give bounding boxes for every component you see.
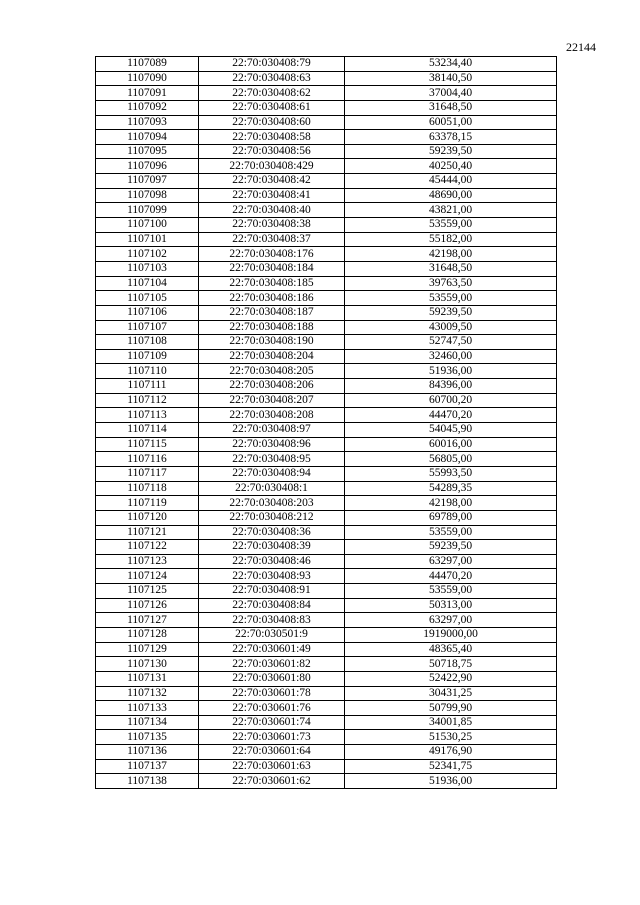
table-row: [96, 569, 557, 584]
cadastral-value-cell: 55993,50: [345, 466, 557, 481]
row-number-cell: 1107104: [96, 276, 199, 291]
cadastral-value-cell: 31648,50: [345, 261, 557, 276]
table-row: [96, 540, 557, 555]
cadastral-number-cell: 22:70:030408:95: [199, 452, 345, 467]
table-row: [96, 701, 557, 716]
cadastral-value-table: [95, 56, 557, 789]
row-number-cell: 1107133: [96, 701, 199, 716]
row-number-cell: 1107101: [96, 232, 199, 247]
cadastral-value-cell: 52422,90: [345, 671, 557, 686]
cadastral-number-cell: 22:70:030408:41: [199, 188, 345, 203]
table-row: [96, 218, 557, 233]
row-number-cell: 1107106: [96, 305, 199, 320]
cadastral-number-cell: 22:70:030408:429: [199, 159, 345, 174]
table-row: [96, 671, 557, 686]
row-number-cell: 1107095: [96, 144, 199, 159]
cadastral-number-cell: 22:70:030601:74: [199, 715, 345, 730]
table-row: [96, 379, 557, 394]
table-row: [96, 349, 557, 364]
cadastral-number-cell: 22:70:030408:46: [199, 554, 345, 569]
cadastral-number-cell: 22:70:030408:184: [199, 261, 345, 276]
table-row: [96, 715, 557, 730]
cadastral-value-cell: 44470,20: [345, 569, 557, 584]
table-row: [96, 554, 557, 569]
row-number-cell: 1107130: [96, 657, 199, 672]
row-number-cell: 1107090: [96, 71, 199, 86]
row-number-cell: 1107103: [96, 261, 199, 276]
table-row: [96, 466, 557, 481]
table-row: [96, 598, 557, 613]
row-number-cell: 1107129: [96, 642, 199, 657]
cadastral-value-cell: 32460,00: [345, 349, 557, 364]
cadastral-value-cell: 48365,40: [345, 642, 557, 657]
cadastral-number-cell: 22:70:030601:49: [199, 642, 345, 657]
table-row: [96, 276, 557, 291]
row-number-cell: 1107136: [96, 745, 199, 760]
page-number: 22144: [566, 40, 596, 54]
row-number-cell: 1107111: [96, 379, 199, 394]
cadastral-value-cell: 53234,40: [345, 57, 557, 72]
cadastral-value-cell: 54289,35: [345, 481, 557, 496]
table-row: [96, 291, 557, 306]
cadastral-number-cell: 22:70:030601:76: [199, 701, 345, 716]
cadastral-value-cell: 60700,20: [345, 393, 557, 408]
row-number-cell: 1107120: [96, 510, 199, 525]
row-number-cell: 1107107: [96, 320, 199, 335]
table-row: [96, 320, 557, 335]
table-row: [96, 174, 557, 189]
cadastral-value-cell: 63378,15: [345, 130, 557, 145]
row-number-cell: 1107124: [96, 569, 199, 584]
cadastral-number-cell: 22:70:030408:187: [199, 305, 345, 320]
row-number-cell: 1107114: [96, 423, 199, 438]
row-number-cell: 1107128: [96, 627, 199, 642]
cadastral-value-cell: 1919000,00: [345, 627, 557, 642]
row-number-cell: 1107126: [96, 598, 199, 613]
table-row: [96, 774, 557, 789]
cadastral-value-cell: 31648,50: [345, 100, 557, 115]
table-row: [96, 481, 557, 496]
cadastral-value-cell: 53559,00: [345, 291, 557, 306]
cadastral-value-cell: 53559,00: [345, 584, 557, 599]
cadastral-value-cell: 43009,50: [345, 320, 557, 335]
row-number-cell: 1107121: [96, 525, 199, 540]
row-number-cell: 1107115: [96, 437, 199, 452]
cadastral-value-cell: 39763,50: [345, 276, 557, 291]
table-row: [96, 115, 557, 130]
table-row: [96, 232, 557, 247]
cadastral-value-cell: 40250,40: [345, 159, 557, 174]
table-row: [96, 86, 557, 101]
cadastral-value-cell: 50799,90: [345, 701, 557, 716]
cadastral-number-cell: 22:70:030408:60: [199, 115, 345, 130]
cadastral-value-cell: 59239,50: [345, 144, 557, 159]
cadastral-number-cell: 22:70:030408:204: [199, 349, 345, 364]
cadastral-number-cell: 22:70:030601:62: [199, 774, 345, 789]
row-number-cell: 1107105: [96, 291, 199, 306]
cadastral-value-cell: 59239,50: [345, 540, 557, 555]
cadastral-number-cell: 22:70:030408:205: [199, 364, 345, 379]
row-number-cell: 1107096: [96, 159, 199, 174]
cadastral-value-cell: 50313,00: [345, 598, 557, 613]
cadastral-value-cell: 42198,00: [345, 247, 557, 262]
cadastral-number-cell: 22:70:030408:39: [199, 540, 345, 555]
table-row: [96, 759, 557, 774]
row-number-cell: 1107100: [96, 218, 199, 233]
cadastral-value-cell: 30431,25: [345, 686, 557, 701]
table-row: [96, 188, 557, 203]
cadastral-value-cell: 55182,00: [345, 232, 557, 247]
table-row: [96, 305, 557, 320]
cadastral-number-cell: 22:70:030601:73: [199, 730, 345, 745]
row-number-cell: 1107092: [96, 100, 199, 115]
cadastral-number-cell: 22:70:030408:212: [199, 510, 345, 525]
row-number-cell: 1107094: [96, 130, 199, 145]
table-row: [96, 525, 557, 540]
row-number-cell: 1107135: [96, 730, 199, 745]
table-row: [96, 247, 557, 262]
cadastral-value-cell: 53559,00: [345, 525, 557, 540]
row-number-cell: 1107123: [96, 554, 199, 569]
row-number-cell: 1107108: [96, 335, 199, 350]
table-row: [96, 203, 557, 218]
cadastral-number-cell: 22:70:030408:185: [199, 276, 345, 291]
row-number-cell: 1107138: [96, 774, 199, 789]
cadastral-value-cell: 51936,00: [345, 364, 557, 379]
table-row: [96, 745, 557, 760]
cadastral-value-cell: 38140,50: [345, 71, 557, 86]
cadastral-number-cell: 22:70:030408:208: [199, 408, 345, 423]
cadastral-value-cell: 48690,00: [345, 188, 557, 203]
cadastral-number-cell: 22:70:030408:63: [199, 71, 345, 86]
row-number-cell: 1107134: [96, 715, 199, 730]
cadastral-number-cell: 22:70:030601:64: [199, 745, 345, 760]
table-row: [96, 408, 557, 423]
table-row: [96, 100, 557, 115]
cadastral-value-cell: 34001,85: [345, 715, 557, 730]
table-row: [96, 496, 557, 511]
row-number-cell: 1107097: [96, 174, 199, 189]
row-number-cell: 1107102: [96, 247, 199, 262]
cadastral-number-cell: 22:70:030408:1: [199, 481, 345, 496]
row-number-cell: 1107099: [96, 203, 199, 218]
row-number-cell: 1107110: [96, 364, 199, 379]
cadastral-number-cell: 22:70:030408:206: [199, 379, 345, 394]
cadastral-number-cell: 22:70:030408:203: [199, 496, 345, 511]
table-row: [96, 510, 557, 525]
table-row: [96, 364, 557, 379]
cadastral-value-cell: 63297,00: [345, 613, 557, 628]
cadastral-number-cell: 22:70:030408:42: [199, 174, 345, 189]
row-number-cell: 1107127: [96, 613, 199, 628]
cadastral-number-cell: 22:70:030408:84: [199, 598, 345, 613]
cadastral-number-cell: 22:70:030408:190: [199, 335, 345, 350]
cadastral-number-cell: 22:70:030601:78: [199, 686, 345, 701]
table-row: [96, 730, 557, 745]
row-number-cell: 1107116: [96, 452, 199, 467]
cadastral-number-cell: 22:70:030408:38: [199, 218, 345, 233]
cadastral-number-cell: 22:70:030601:63: [199, 759, 345, 774]
row-number-cell: 1107109: [96, 349, 199, 364]
table-row: [96, 437, 557, 452]
row-number-cell: 1107122: [96, 540, 199, 555]
table-row: [96, 686, 557, 701]
cadastral-number-cell: 22:70:030601:80: [199, 671, 345, 686]
cadastral-value-cell: 59239,50: [345, 305, 557, 320]
cadastral-number-cell: 22:70:030408:61: [199, 100, 345, 115]
cadastral-value-cell: 60051,00: [345, 115, 557, 130]
cadastral-number-cell: 22:70:030408:97: [199, 423, 345, 438]
cadastral-value-cell: 84396,00: [345, 379, 557, 394]
cadastral-number-cell: 22:70:030408:93: [199, 569, 345, 584]
row-number-cell: 1107112: [96, 393, 199, 408]
cadastral-value-cell: 52747,50: [345, 335, 557, 350]
cadastral-number-cell: 22:70:030408:176: [199, 247, 345, 262]
table-row: [96, 642, 557, 657]
cadastral-number-cell: 22:70:030408:188: [199, 320, 345, 335]
table-row: [96, 144, 557, 159]
cadastral-number-cell: 22:70:030408:186: [199, 291, 345, 306]
table-row: [96, 130, 557, 145]
cadastral-number-cell: 22:70:030408:83: [199, 613, 345, 628]
table-row: [96, 393, 557, 408]
row-number-cell: 1107119: [96, 496, 199, 511]
cadastral-number-cell: 22:70:030408:62: [199, 86, 345, 101]
table-row: [96, 335, 557, 350]
row-number-cell: 1107093: [96, 115, 199, 130]
cadastral-value-cell: 44470,20: [345, 408, 557, 423]
cadastral-value-cell: 52341,75: [345, 759, 557, 774]
row-number-cell: 1107098: [96, 188, 199, 203]
cadastral-value-cell: 53559,00: [345, 218, 557, 233]
cadastral-value-cell: 51530,25: [345, 730, 557, 745]
cadastral-number-cell: 22:70:030408:37: [199, 232, 345, 247]
cadastral-number-cell: 22:70:030601:82: [199, 657, 345, 672]
row-number-cell: 1107089: [96, 57, 199, 72]
row-number-cell: 1107137: [96, 759, 199, 774]
cadastral-number-cell: 22:70:030501:9: [199, 627, 345, 642]
cadastral-value-cell: 50718,75: [345, 657, 557, 672]
cadastral-number-cell: 22:70:030408:58: [199, 130, 345, 145]
cadastral-number-cell: 22:70:030408:94: [199, 466, 345, 481]
row-number-cell: 1107117: [96, 466, 199, 481]
table-row: [96, 71, 557, 86]
cadastral-value-cell: 56805,00: [345, 452, 557, 467]
cadastral-value-cell: 54045,90: [345, 423, 557, 438]
table-row: [96, 613, 557, 628]
cadastral-value-cell: 43821,00: [345, 203, 557, 218]
cadastral-number-cell: 22:70:030408:36: [199, 525, 345, 540]
cadastral-value-cell: 60016,00: [345, 437, 557, 452]
row-number-cell: 1107113: [96, 408, 199, 423]
cadastral-value-cell: 51936,00: [345, 774, 557, 789]
table-row: [96, 159, 557, 174]
row-number-cell: 1107132: [96, 686, 199, 701]
table-row: [96, 627, 557, 642]
cadastral-number-cell: 22:70:030408:79: [199, 57, 345, 72]
cadastral-value-cell: 45444,00: [345, 174, 557, 189]
row-number-cell: 1107118: [96, 481, 199, 496]
row-number-cell: 1107125: [96, 584, 199, 599]
cadastral-number-cell: 22:70:030408:207: [199, 393, 345, 408]
cadastral-value-cell: 49176,90: [345, 745, 557, 760]
table-row: [96, 452, 557, 467]
table-row: [96, 584, 557, 599]
row-number-cell: 1107091: [96, 86, 199, 101]
table-row: [96, 423, 557, 438]
table-row: [96, 657, 557, 672]
cadastral-value-cell: 42198,00: [345, 496, 557, 511]
cadastral-number-cell: 22:70:030408:96: [199, 437, 345, 452]
cadastral-value-cell: 37004,40: [345, 86, 557, 101]
row-number-cell: 1107131: [96, 671, 199, 686]
table-row: [96, 57, 557, 72]
cadastral-number-cell: 22:70:030408:56: [199, 144, 345, 159]
cadastral-value-cell: 69789,00: [345, 510, 557, 525]
cadastral-number-cell: 22:70:030408:91: [199, 584, 345, 599]
table-row: [96, 261, 557, 276]
table-body: [96, 57, 557, 789]
cadastral-value-cell: 63297,00: [345, 554, 557, 569]
cadastral-number-cell: 22:70:030408:40: [199, 203, 345, 218]
